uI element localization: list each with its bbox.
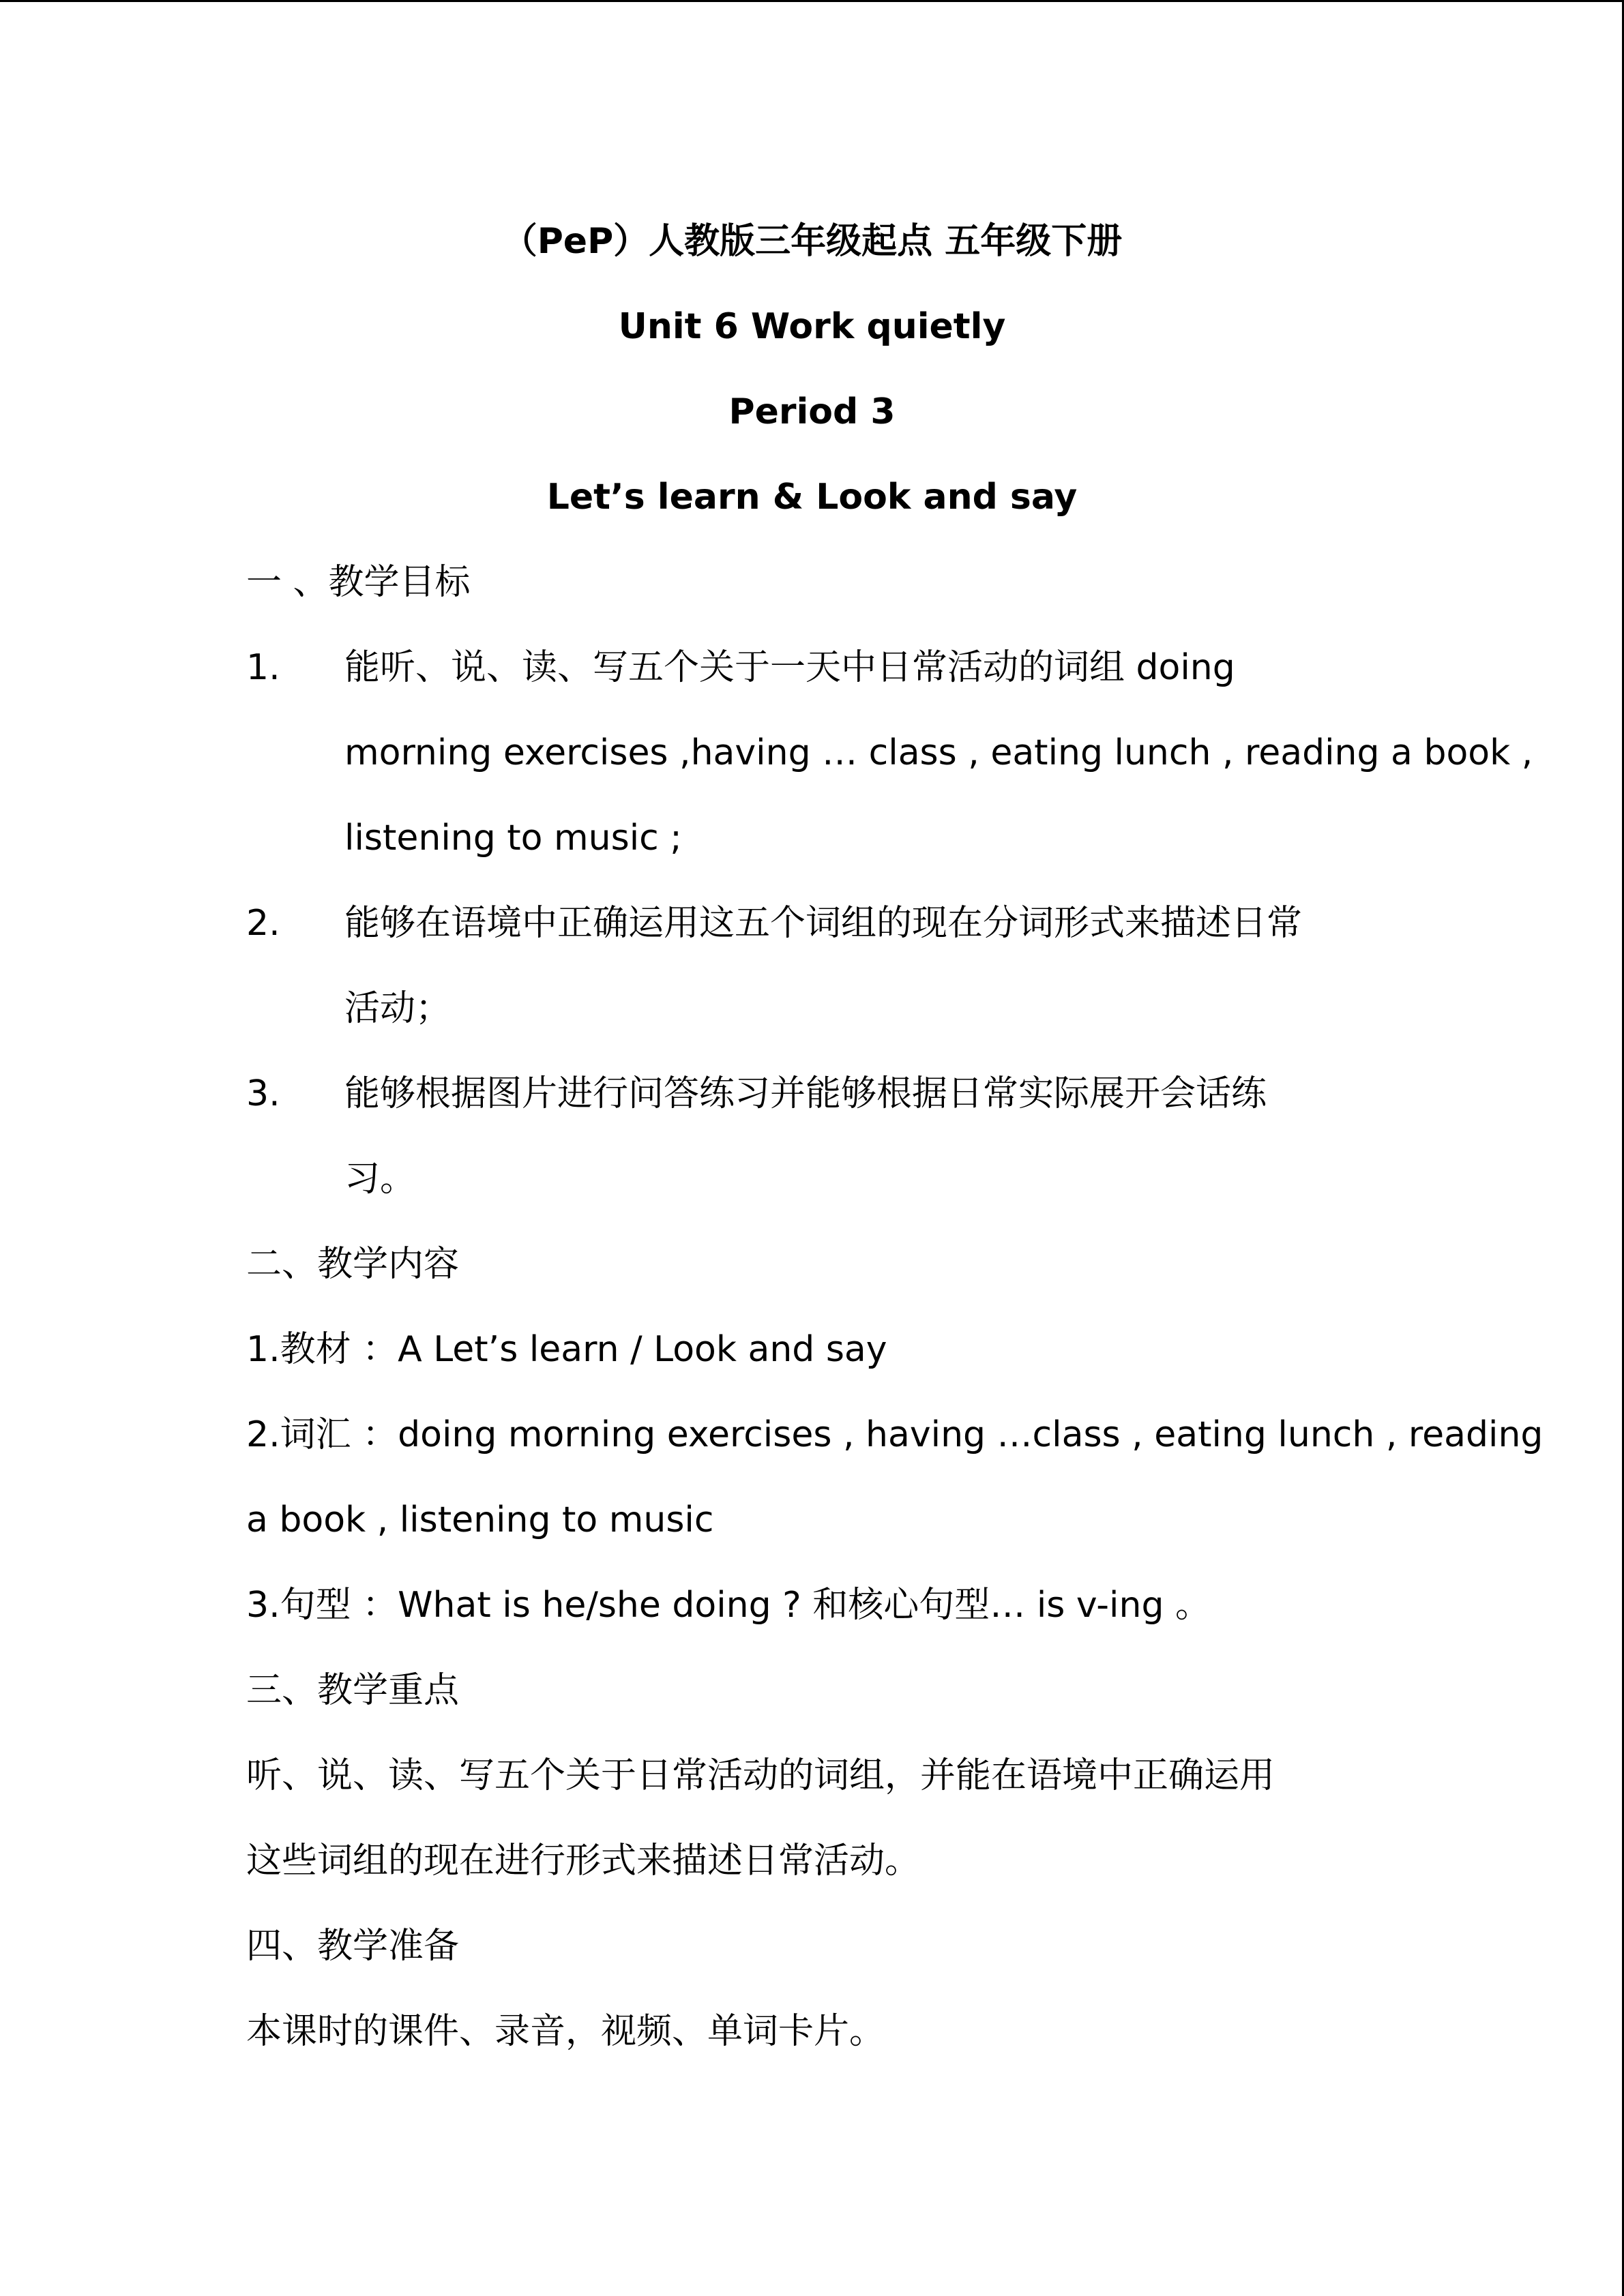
objective-1-line-3: listening to music ; <box>344 818 682 859</box>
section-heading-content: 二、教学内容 <box>246 1244 460 1285</box>
period-title: Period 3 <box>728 391 896 432</box>
section-heading-key-points: 三、教学重点 <box>246 1670 460 1711</box>
document-title: （PeP）人教版三年级起点 五年级下册 <box>501 221 1123 262</box>
key-points-line-2: 这些词组的现在进行形式来描述日常活动。 <box>246 1840 921 1881</box>
objective-2-line-2: 活动； <box>344 988 452 1029</box>
unit-title: Unit 6 Work quietly <box>618 306 1006 347</box>
section-heading-preparation: 四、教学准备 <box>246 1926 460 1967</box>
lesson-title: Let’s learn & Look and say <box>546 477 1078 518</box>
objective-number: 1. <box>246 647 280 688</box>
objective-number: 3. <box>246 1073 280 1114</box>
objective-number: 2. <box>246 903 280 944</box>
objective-3-line-2: 习。 <box>344 1159 416 1199</box>
content-vocabulary-line-1: 2.词汇 ：doing morning exercises , having …class , eating lunch , reading <box>246 1414 1544 1455</box>
content-textbook: 1.教材 ：A Let’s learn / Look and say <box>246 1329 887 1370</box>
section-heading-objectives: 一 、教学目标 <box>246 562 471 603</box>
content-vocabulary-line-2: a book , listening to music <box>246 1500 714 1540</box>
objective-2-line-1: 能够在语境中正确运用这五个词组的现在分词形式来描述日常 <box>344 903 1303 944</box>
objective-1-line-2: morning exercises ,having … class , eating lunch , reading a book , <box>344 732 1533 773</box>
objective-3-line-1: 能够根据图片进行问答练习并能够根据日常实际展开会话练 <box>344 1073 1267 1114</box>
objective-1-line-1: 能听、说、读、写五个关于一天中日常活动的词组 doing <box>344 647 1235 688</box>
key-points-line-1: 听、说、读、写五个关于日常活动的词组，并能在语境中正确运用 <box>246 1755 1275 1796</box>
preparation-line-1: 本课时的课件、录音，视频、单词卡片。 <box>246 2011 885 2052</box>
content-sentence-pattern: 3.句型 ：What is he/she doing ? 和核心句型… is v-ing 。 <box>246 1585 1211 1626</box>
